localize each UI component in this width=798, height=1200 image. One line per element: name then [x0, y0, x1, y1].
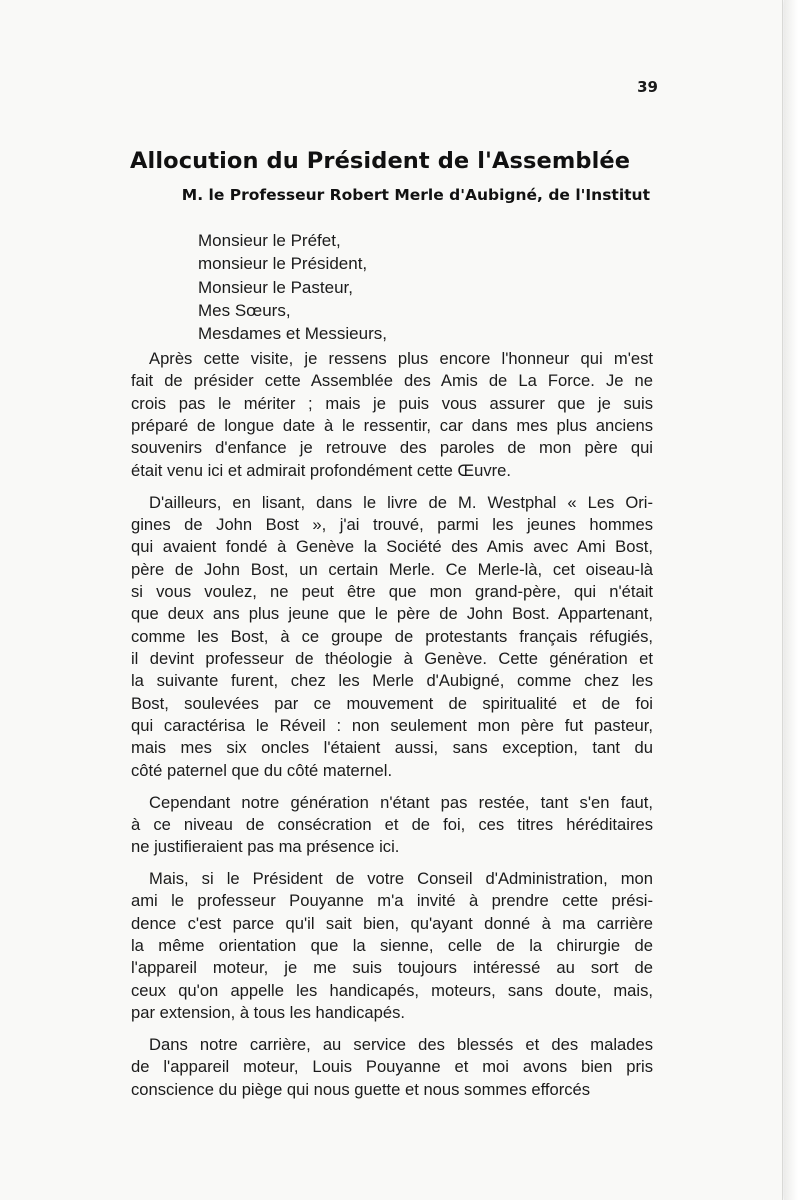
paragraph-line: D'ailleurs, en lisant, dans le livre de M. Westphal « Les Ori- — [149, 492, 653, 512]
paragraph-line: côté paternel que du côté maternel. — [131, 760, 393, 780]
paragraph — [131, 868, 653, 1024]
salutation-line: Monsieur le Pasteur, — [198, 277, 353, 297]
paragraph-line: ceux qu'on appelle les handicapés, moteurs, sans doute, mais, — [131, 980, 653, 1000]
paragraph-line: Dans notre carrière, au service des blessés et des malades — [149, 1034, 653, 1054]
paragraph-line: gines de John Bost », j'ai trouvé, parmi les jeunes hommes — [131, 514, 653, 534]
paragraph-line: ami le professeur Pouyanne m'a invité à prendre cette prési- — [131, 891, 653, 911]
paragraph-line: père de John Bost, un certain Merle. Ce Merle-là, cet oiseau-là — [131, 559, 653, 579]
paragraph-line: crois pas le mériter ; mais je puis vous assurer que je suis — [131, 393, 653, 413]
salutation-line: Mesdames et Messieurs, — [198, 324, 387, 344]
page-title: Allocution du Président de l'Assemblée — [130, 148, 631, 174]
page-subtitle: M. le Professeur Robert Merle d'Aubigné, de l'Institut — [181, 186, 650, 204]
paragraph-line: que deux ans plus jeune que le père de John Bost. Appartenant, — [131, 604, 653, 624]
paragraph — [131, 792, 653, 859]
paragraph-line: souvenirs d'enfance je retrouve des paroles de mon père qui — [131, 438, 653, 458]
paragraph-line: si vous voulez, ne peut être que mon grand-père, qui n'était — [131, 581, 653, 601]
page-number: 39 — [637, 78, 658, 96]
salutation-block — [198, 229, 387, 345]
paragraph-line: préparé de longue date à le ressentir, car dans mes plus anciens — [131, 416, 653, 436]
paragraph-line: conscience du piège qui nous guette et nous sommes efforcés — [131, 1079, 591, 1099]
paragraph-line: Après cette visite, je ressens plus encore l'honneur qui m'est — [149, 349, 653, 368]
paragraph-line: par extension, à tous les handicapés. — [131, 1003, 405, 1023]
salutation-line: Monsieur le Préfet, — [198, 231, 341, 250]
paragraph-line: était venu ici et admirait profondément cette Œuvre. — [131, 460, 512, 480]
paragraph — [131, 348, 653, 482]
paragraph-line: dence c'est parce qu'il sait bien, qu'ayant donné à ma carrière — [131, 913, 653, 933]
paragraph-line: Cependant notre génération n'étant pas restée, tant s'en faut, — [149, 792, 653, 812]
paragraph-line: la suivante furent, chez les Merle d'Aubigné, comme chez les — [131, 671, 653, 691]
salutation-line: monsieur le Président, — [198, 254, 368, 274]
paragraph-line: comme les Bost, à ce groupe de protestants français réfugiés, — [131, 626, 653, 646]
paragraph-line: la même orientation que la sienne, celle de la chirurgie de — [131, 936, 653, 956]
paragraph-line: Mais, si le Président de votre Conseil d'Administration, mon — [149, 869, 653, 889]
paragraph-line: qui caractérisa le Réveil : non seulement mon père fut pasteur, — [131, 716, 653, 735]
salutation-line: Mes Sœurs, — [198, 300, 291, 320]
paragraph-line: qui avaient fondé à Genève la Société des Amis avec Ami Bost, — [131, 537, 653, 557]
paragraph-line: l'appareil moteur, je me suis toujours intéressé au sort de — [131, 958, 653, 978]
paragraph-line: mais mes six oncles l'étaient aussi, sans exception, tant du — [131, 738, 653, 758]
paragraph-line: à ce niveau de consécration et de foi, ces titres héréditaires — [131, 814, 653, 834]
paragraph-line: il devint professeur de théologie à Genève. Cette génération et — [131, 648, 653, 668]
paragraph-line: fait de présider cette Assemblée des Amis de La Force. Je ne — [131, 371, 653, 391]
paragraph-line: de l'appareil moteur, Louis Pouyanne et moi avons bien pris — [131, 1057, 653, 1077]
paragraph-line: Bost, soulevées par ce mouvement de spiritualité et de foi — [131, 693, 653, 713]
page-edge — [784, 0, 798, 1200]
paragraph-line: ne justifieraient pas ma présence ici. — [131, 837, 400, 857]
paragraph — [131, 492, 653, 782]
body-text — [131, 348, 653, 1111]
paragraph — [131, 1034, 653, 1101]
